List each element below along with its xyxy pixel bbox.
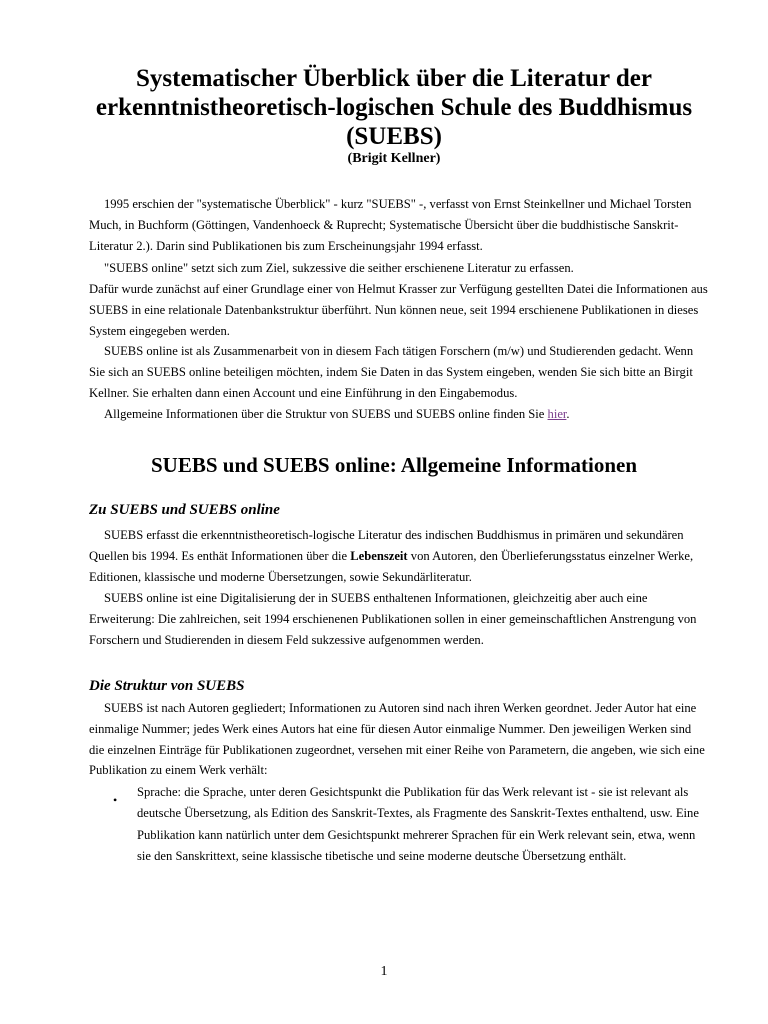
intro-paragraph-3-text: Dafür wurde zunächst auf einer Grundlage einer von Helmut Krasser zur Verfügung gestellten Datei die Informationen aus SUEBS in eine relationale Datenbankstruktur überführt. Nun können neue, seit 1994 erschienene Publikationen in dieses System eingegeben werden. <box>89 282 708 338</box>
intro-paragraph-3 <box>89 279 709 341</box>
intro-paragraph-5 <box>89 404 709 425</box>
intro-paragraph-5-end: . <box>566 407 570 421</box>
subsection-1-paragraph-1-text: SUEBS erfasst die erkenntnistheoretisch-logische Literatur des indischen Buddhismus in primären und sekundären Quellen bis 1994. Es enthät Informationen über die <box>89 528 684 563</box>
bullet-icon: • <box>113 793 118 807</box>
subsection-1-paragraph-1 <box>89 525 709 587</box>
subsection-1-paragraph-1-end: von Autoren, den Überlieferungsstatus einzelner Werke, Editionen, klassische und moderne Übersetzungen, sowie Sekundärliteratur. <box>89 548 694 584</box>
intro-paragraph-1 <box>89 194 709 256</box>
intro-paragraph-4-text: SUEBS online ist als Zusammenarbeit von in diesem Fach tätigen Forschern (m/w) und Studierenden gedacht. Wenn Sie sich an SUEBS online beteiligen möchten, indem Sie Daten in das System eingeben, wenden Sie sich bitte an Birgit Kellner. Sie erhalten dann einen Account und eine Einführung in den Eingabemodus. <box>89 344 694 400</box>
intro-paragraph-5-text: Allgemeine Informationen über die Struktur von SUEBS und SUEBS online finden Sie <box>104 407 548 421</box>
section-heading: SUEBS und SUEBS online: Allgemeine Informationen <box>150 453 637 477</box>
intro-paragraph-1-text: 1995 erschien der "systematische Überblick" - kurz "SUEBS" -, verfasst von Ernst Steinkellner und Michael Torsten Much, in Buchform (Göttingen, Vandenhoeck & Ruprecht; Systematische Übersicht über die buddhistische Sanskrit-Literatur 2.). Darin sind Publikationen bis zum Erscheinungsjahr 1994 erfasst. <box>89 197 692 253</box>
subsection-heading-1: Zu SUEBS und SUEBS online <box>89 502 280 518</box>
document-author: (Brigit Kellner) <box>347 151 441 166</box>
subsection-1-paragraph-2 <box>89 588 709 650</box>
intro-paragraph-4 <box>89 341 709 403</box>
subsection-1-paragraph-2-text: SUEBS online ist eine Digitalisierung der in SUEBS enthaltenen Informationen, gleichzeitig aber auch eine Erweiterung: Die zahlreichen, seit 1994 erschienenen Publikationen sollen in einer gemeinschaftlichen Anstrengung von Forschern und Studierenden in diesem Feld sukzessive aufgenommen werden. <box>89 591 697 647</box>
intro-paragraph-2 <box>89 258 709 279</box>
subsection-2-paragraph-1 <box>89 698 709 781</box>
page-number: 1 <box>380 964 388 979</box>
subsection-2-paragraph-1-text: SUEBS ist nach Autoren gegliedert; Informationen zu Autoren sind nach ihren Werken geordnet. Jeder Autor hat eine einmalige Nummer; jedes Werk eines Autors hat eine für diesen Autor einmalige Nummer. Den jeweiligen Werken sind die einzelnen Einträge für Publikationen zugeordnet, versehen mit einer Reihe von Parametern, die angeben, wie sich eine Publikation zu einem Werk verhält: <box>89 701 705 778</box>
list-item-sprache: Sprache: die Sprache, unter deren Gesichtspunkt die Publikation für das Werk relevant ist - sie ist relevant als deutsche Übersetzung, als Edition des Sanskrit-Textes, als Fragmente des Sanskrit-Textes enthaltend, usw. Eine Publikation kann natürlich unter dem Gesichtspunkt mehrerer Sprachen für ein Werk relevant sein, etwa, wenn sie den Sanskrittext, seine klassische tibetische und seine moderne deutsche Übersetzung enthält. <box>137 785 699 863</box>
subsection-heading-2: Die Struktur von SUEBS <box>89 678 245 694</box>
document-title: Systematischer Überblick über die Literatur der erkenntnistheoretisch-logischen Schule des Buddhismus (SUEBS) <box>95 65 693 150</box>
info-link[interactable]: hier <box>547 407 567 421</box>
lebenszeit-bold: Lebenszeit <box>350 548 408 563</box>
intro-paragraph-2-text: "SUEBS online" setzt sich zum Ziel, sukzessive die seither erschienene Literatur zu erfassen. <box>104 261 574 275</box>
